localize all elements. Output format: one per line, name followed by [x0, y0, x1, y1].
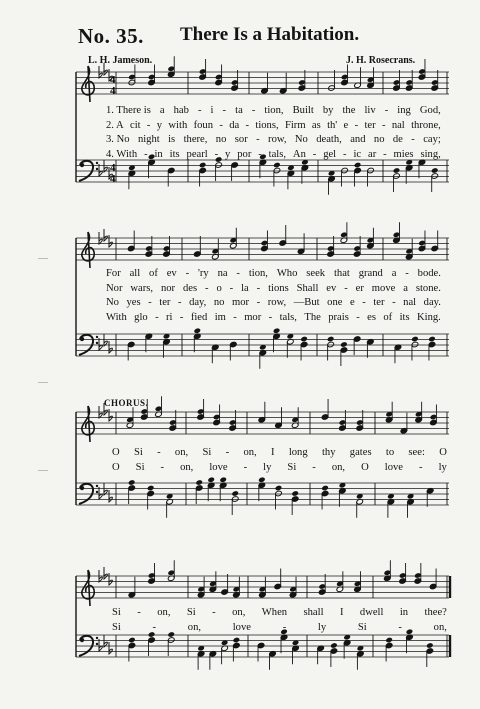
note-head [431, 167, 439, 174]
lyric-syllable: No [106, 297, 119, 308]
lyric-syllable: ter [373, 297, 385, 308]
lyric-syllable: wars, [130, 282, 154, 294]
lyric-syllable: throne, [411, 119, 441, 131]
lyric-syllable: its [399, 311, 410, 323]
lyric-syllable: e [350, 297, 355, 308]
note-head [330, 642, 338, 649]
lyric-syllable: - [258, 148, 262, 160]
lyric-syllable: a [159, 105, 165, 116]
lyric-syllable: im [214, 311, 226, 323]
lyric-syllable: ev [326, 282, 337, 294]
lyric-syllable: no [213, 297, 225, 308]
lyric-syllable: God, [419, 105, 441, 116]
lyric-syllable: is [168, 134, 176, 145]
lyric-syllable: on, [433, 621, 447, 633]
bass-clef-dot [96, 162, 98, 164]
lyric-syllable: on, [174, 447, 189, 458]
flat-sign-icon [104, 635, 107, 647]
lyric-syllable: and [350, 134, 366, 145]
lyric-syllable: King. [416, 311, 441, 323]
lyric-syllable: move [371, 282, 396, 294]
composer-credit: J. H. Rosecrans. [346, 55, 416, 66]
note-head [195, 479, 203, 486]
lyric-syllable: de [392, 134, 403, 145]
lyric-syllable: - [256, 297, 261, 308]
lyric-syllable: mor [244, 311, 262, 323]
bass-clef-dot [96, 342, 98, 344]
flat-sign-icon [109, 642, 112, 654]
lyric-syllable: love [209, 461, 228, 473]
lyric-line [106, 104, 441, 118]
lyric-syllable: o [216, 282, 222, 294]
lyric-syllable: por [237, 148, 252, 160]
lyric-line [106, 267, 441, 281]
lyric-syllable: When [261, 607, 288, 618]
note-head [393, 167, 401, 174]
lyric-syllable: - [222, 105, 227, 116]
bass-clef-dot [80, 337, 84, 341]
note-head [231, 490, 239, 497]
lyric-syllable: - [155, 311, 159, 323]
lyric-syllable: No [294, 134, 308, 145]
lyric-syllable: no [215, 134, 227, 145]
time-signature: 4 [110, 162, 116, 174]
lyric-syllable: stone. [415, 282, 441, 294]
lyric-syllable: death, [316, 134, 342, 145]
lyric-syllable: glo [134, 311, 148, 323]
lyric-syllable: that [333, 268, 350, 279]
note-head [128, 637, 136, 644]
lyric-syllable: all [129, 268, 141, 279]
chorus-label: CHORUS. [104, 398, 149, 408]
note-head [411, 336, 419, 343]
note-head [340, 341, 348, 348]
lyric-line [106, 296, 441, 310]
lyric-syllable: ri [166, 311, 173, 323]
flat-sign-icon [104, 403, 107, 415]
lyric-syllable: bode. [417, 268, 441, 279]
lyric-syllable: of [149, 268, 158, 279]
lyric-syllable: er [355, 282, 364, 294]
lyric-syllable: - [146, 119, 151, 131]
lyric-syllable: Si [112, 607, 121, 618]
lyric-syllable: - [212, 607, 216, 618]
note-head [194, 327, 202, 334]
lyric-syllable: An [292, 148, 306, 160]
lyric-syllable: Si [357, 621, 367, 633]
lyric-syllable: - [144, 148, 148, 160]
lyric-line [112, 461, 447, 475]
lyric-syllable: Who [276, 268, 298, 279]
lyric-syllable: Si [287, 461, 297, 473]
lyric-syllable: day, [189, 297, 207, 308]
flat-sign-icon [109, 573, 112, 585]
lyric-syllable: Built [292, 105, 314, 116]
lyric-syllable: sor [234, 134, 248, 145]
lyric-syllable: - [405, 268, 409, 279]
bass-clef-dot [96, 336, 98, 338]
note-head [300, 336, 308, 343]
flat-sign-icon [104, 229, 107, 241]
lyric-syllable: - [312, 461, 316, 473]
lyric-syllable: 4. With [106, 148, 138, 160]
lyric-syllable: mies [393, 148, 414, 160]
note-head [219, 476, 227, 483]
lyric-syllable: mor [232, 297, 250, 308]
lyric-syllable: - [185, 268, 190, 279]
lyric-syllable: of [383, 311, 393, 323]
lyric-syllable: des [182, 282, 198, 294]
lyric-syllable: - [362, 297, 366, 308]
lyric-syllable: long [288, 447, 308, 458]
lyric-syllable: thy [321, 447, 336, 458]
lyric-syllable: in [399, 607, 409, 618]
lyric-syllable: - [343, 148, 347, 160]
bass-clef-dot [80, 163, 84, 167]
lyric-syllable: - [243, 461, 248, 473]
lyric-syllable: tion, [264, 105, 284, 116]
lyric-line [112, 446, 447, 460]
time-signature: 4 [110, 74, 116, 86]
lyric-syllable: liv [364, 105, 376, 116]
lyric-syllable: - [179, 311, 184, 323]
bass-clef-dot [80, 486, 84, 490]
lyric-syllable: gel [323, 148, 337, 160]
lyric-syllable: on, [331, 461, 346, 473]
lyric-syllable: dwell [359, 607, 384, 618]
lyric-syllable: 2. A [106, 119, 124, 131]
lyric-syllable: its [169, 148, 180, 160]
lyric-syllable: a [403, 282, 408, 294]
lyric-syllable: cay; [423, 134, 441, 145]
lyric-syllable: there, [183, 134, 208, 145]
lyric-syllable: on, [180, 461, 194, 473]
lyric-syllable: ar [368, 148, 377, 160]
lyric-syllable: - [381, 119, 386, 131]
lyric-syllable: on, [187, 621, 202, 633]
lyric-syllable: - [197, 105, 202, 116]
flat-sign-icon [109, 235, 112, 247]
lyric-syllable: - [392, 297, 396, 308]
lyric-syllable: 3. No [106, 134, 130, 145]
lyric-syllable: da [229, 119, 240, 131]
lyric-syllable: sing, [420, 148, 441, 160]
lyric-syllable: shall [303, 607, 324, 618]
lyric-syllable: nal [403, 297, 417, 308]
lyric-syllable: pearl [186, 148, 208, 160]
note-head [426, 642, 434, 649]
treble-clef-icon [82, 66, 94, 102]
lyric-syllable: es [367, 311, 376, 323]
lyric-syllable: - [160, 461, 165, 473]
lyric-syllable: Shall [296, 282, 319, 294]
note-head [207, 476, 215, 483]
lyric-syllable: nor [160, 282, 176, 294]
note-head [273, 327, 281, 334]
lyric-syllable: the [342, 105, 356, 116]
lyric-syllable: ev [166, 268, 177, 279]
lyric-line [112, 621, 447, 635]
lyric-syllable: —But [293, 297, 320, 308]
lyric-syllable: - [148, 297, 152, 308]
lyric-syllable: row, [268, 134, 287, 145]
bass-clef-dot [96, 168, 98, 170]
lyric-syllable: - [157, 447, 161, 458]
lyric-syllable: fied [190, 311, 208, 323]
lyric-syllable: tion, [248, 268, 268, 279]
lyric-syllable: 1. There is [106, 105, 151, 116]
lyric-syllable: I [270, 447, 275, 458]
lyric-syllable: ic [353, 148, 362, 160]
note-head [428, 336, 436, 343]
flat-sign-icon [104, 483, 107, 495]
lyric-syllable: day. [423, 297, 441, 308]
lyric-line [106, 119, 441, 133]
lyric-syllable: foun [193, 119, 213, 131]
lyric-syllable: by [322, 105, 334, 116]
lyric-syllable: - [268, 311, 273, 323]
lyric-syllable: - [245, 119, 250, 131]
lyric-syllable: e [343, 119, 349, 131]
note-head [258, 476, 266, 483]
lyric-syllable: na [217, 268, 228, 279]
lyric-syllable: - [356, 311, 360, 323]
lyric-syllable: Si [112, 621, 121, 633]
note-head [321, 485, 329, 492]
lyric-syllable: Si [135, 461, 145, 473]
lyric-syllable: thee? [424, 607, 447, 618]
lyric-syllable: seek [306, 268, 326, 279]
lyric-syllable: - [411, 134, 415, 145]
lyric-syllable: hab [173, 105, 189, 116]
bass-clef-dot [96, 637, 98, 639]
author-credit: L. H. Jameson. [88, 55, 153, 66]
lyric-line [106, 148, 441, 162]
lyric-syllable: la [241, 282, 249, 294]
lyric-syllable: nal [391, 119, 405, 131]
lyric-syllable: love [384, 461, 404, 473]
lyric-syllable: to [385, 447, 395, 458]
lyric-syllable: - [312, 148, 317, 160]
lyric-syllable: - [233, 311, 237, 323]
lyric-syllable: Si [202, 447, 212, 458]
lyric-syllable: The [304, 311, 321, 323]
note-head [199, 162, 207, 169]
lyric-syllable: love [232, 621, 251, 633]
lyric-syllable: tions, [255, 119, 279, 131]
lyric-syllable: Nor [106, 282, 123, 294]
note-head [147, 485, 155, 492]
lyric-syllable: ter [364, 119, 376, 131]
lyric-syllable: - [256, 282, 261, 294]
time-signature: 4 [110, 85, 116, 97]
lyric-syllable: grand [358, 268, 383, 279]
lyric-line [112, 606, 447, 620]
lyric-syllable: - [251, 105, 256, 116]
lyric-syllable: - [225, 447, 230, 458]
note-head [385, 637, 393, 644]
lyric-syllable: - [344, 282, 348, 294]
lyric-syllable: yes [126, 297, 141, 308]
bass-clef-dot [96, 485, 98, 487]
treble-clef-icon [82, 570, 94, 606]
lyric-syllable: O [112, 461, 120, 473]
flat-sign-icon [104, 334, 107, 346]
flat-sign-icon [109, 341, 112, 353]
flat-sign-icon [104, 567, 107, 579]
lyric-syllable: on, [243, 447, 257, 458]
lyric-syllable: night [137, 134, 160, 145]
lyric-syllable: ter [159, 297, 171, 308]
treble-clef-icon [82, 232, 94, 268]
lyric-syllable: - [383, 148, 387, 160]
time-signature: 4 [110, 173, 116, 185]
lyric-syllable: Si [133, 447, 143, 458]
lyric-syllable: - [205, 282, 209, 294]
lyric-syllable: ly [438, 461, 447, 473]
lyric-line [106, 311, 441, 325]
treble-clef-icon [82, 406, 94, 442]
note-head [275, 485, 283, 492]
flat-sign-icon [104, 160, 107, 172]
lyric-syllable: - [236, 268, 240, 279]
lyric-syllable: - [137, 607, 141, 618]
lyric-syllable: O [361, 461, 369, 473]
lyric-syllable: O [439, 447, 447, 458]
lyric-syllable: With [106, 311, 127, 323]
lyric-syllable: - [152, 621, 157, 633]
lyric-syllable: tals, [268, 148, 287, 160]
hymn-title: There Is a Habitation. [180, 24, 360, 45]
lyric-line [106, 282, 441, 296]
lyric-syllable: - [177, 297, 182, 308]
flat-sign-icon [109, 409, 112, 421]
lyric-syllable: cit [130, 119, 141, 131]
lyric-syllable: no [373, 134, 385, 145]
lyric-syllable: ly [317, 621, 327, 633]
lyric-syllable: - [256, 134, 260, 145]
lyric-syllable: Firm [284, 119, 306, 131]
lyric-syllable: tals, [279, 311, 297, 323]
flat-sign-icon [109, 490, 112, 502]
lyric-syllable: ta [235, 105, 243, 116]
lyric-syllable: - [354, 119, 359, 131]
lyric-syllable: one [327, 297, 343, 308]
lyric-syllable: Si [186, 607, 196, 618]
lyric-syllable: i [210, 105, 214, 116]
note-head [291, 490, 299, 497]
lyric-syllable: tions [268, 282, 289, 294]
lyric-syllable: - [229, 282, 234, 294]
lyric-syllable: on, [232, 607, 246, 618]
lyric-syllable: gates [349, 447, 372, 458]
note-head [273, 162, 281, 169]
lyric-syllable: with [168, 119, 188, 131]
lyric-syllable: - [219, 119, 223, 131]
lyric-syllable: I [339, 607, 344, 618]
note-head [128, 479, 136, 486]
bass-clef-dot [96, 643, 98, 645]
lyric-syllable: see: [408, 447, 425, 458]
lyric-line [106, 133, 441, 147]
lyric-syllable: as [311, 119, 321, 131]
lyric-syllable: row, [267, 297, 287, 308]
lyric-syllable: ly [263, 461, 272, 473]
lyric-syllable: y [156, 119, 163, 131]
lyric-syllable: - [419, 461, 423, 473]
lyric-syllable: y [225, 148, 231, 160]
lyric-syllable: prais [328, 311, 349, 323]
flat-sign-icon [104, 63, 107, 75]
lyric-syllable: - [282, 621, 287, 633]
note-head [327, 336, 335, 343]
hymn-number: No. 35. [78, 24, 144, 48]
lyric-syllable: - [214, 148, 219, 160]
lyric-syllable: a [391, 268, 397, 279]
bass-clef-dot [96, 491, 98, 493]
lyric-syllable: in [154, 148, 163, 160]
lyric-syllable: th' [327, 119, 338, 131]
lyric-syllable: ing [397, 105, 411, 116]
bass-clef-dot [80, 638, 84, 642]
note-head [233, 637, 241, 644]
note-head [354, 162, 362, 169]
lyric-syllable: - [384, 105, 389, 116]
lyric-syllable: For [106, 268, 121, 279]
lyric-syllable: on, [157, 607, 171, 618]
lyric-syllable: 'ry [197, 268, 209, 279]
lyric-syllable: O [112, 447, 120, 458]
lyric-syllable: - [398, 621, 402, 633]
